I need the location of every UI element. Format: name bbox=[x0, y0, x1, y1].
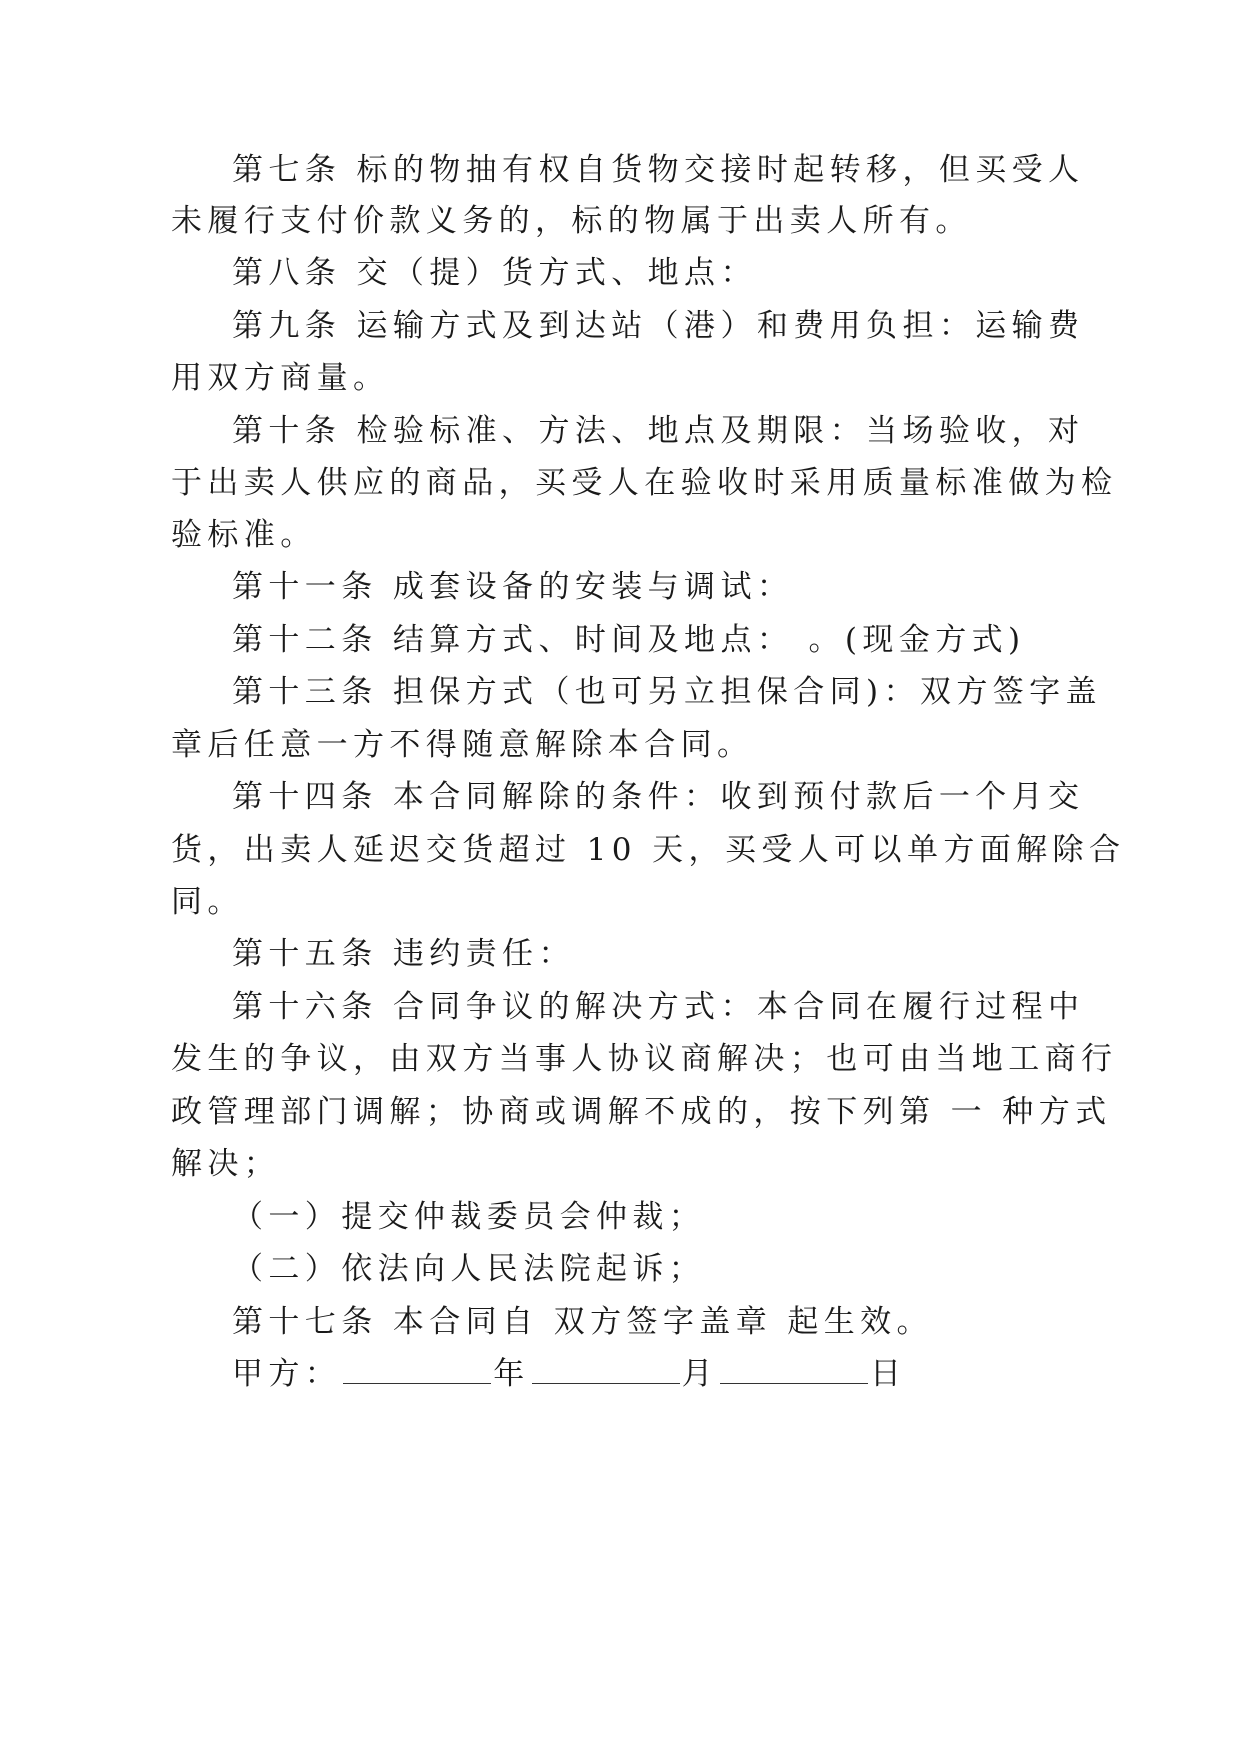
text-line-8: 验标准。 bbox=[171, 517, 317, 553]
text-line-9: 第十一条 成套设备的安装与调试： bbox=[232, 569, 794, 605]
text-line-2: 未履行支付价款义务的，标的物属于出卖人所有。 bbox=[171, 203, 972, 239]
text-line-4: 第九条 运输方式及到达站（港）和费用负担：运输费 bbox=[232, 308, 1085, 344]
text-line-23: 第十七条 本合同自 双方签字盖章 起生效。 bbox=[232, 1304, 933, 1340]
text-line-7: 于出卖人供应的商品，买受人在验收时采用质量标准做为检 bbox=[171, 465, 1118, 501]
text-line-3: 第八条 交（提）货方式、地点： bbox=[232, 255, 757, 291]
text-line-22: （二）依法向人民法院起诉； bbox=[232, 1251, 706, 1287]
text-line-10: 第十二条 结算方式、时间及地点： 。(现金方式) bbox=[232, 622, 1026, 658]
month-blank bbox=[532, 1359, 680, 1384]
text-line-16: 第十五条 违约责任： bbox=[232, 936, 575, 972]
text-line-15: 同。 bbox=[171, 884, 244, 920]
text-line-13: 第十四条 本合同解除的条件：收到预付款后一个月交 bbox=[232, 779, 1085, 815]
party-a-label: 甲方： bbox=[232, 1356, 342, 1392]
year-label: 年 bbox=[493, 1356, 530, 1392]
day-blank bbox=[720, 1359, 868, 1384]
text-line-1: 第七条 标的物抽有权自货物交接时起转移，但买受人 bbox=[232, 152, 1085, 188]
month-label: 月 bbox=[681, 1356, 719, 1392]
year-blank bbox=[343, 1359, 491, 1384]
text-line-20: 解决； bbox=[171, 1146, 281, 1182]
text-line-14: 货，出卖人延迟交货超过 10 天，买受人可以单方面解除合 bbox=[171, 832, 1126, 868]
text-line-12: 章后任意一方不得随意解除本合同。 bbox=[171, 727, 754, 763]
text-line-19: 政管理部门调解；协商或调解不成的，按下列第 一 种方式 bbox=[171, 1094, 1112, 1130]
text-line-6: 第十条 检验标准、方法、地点及期限：当场验收，对 bbox=[232, 413, 1085, 449]
text-line-21: （一）提交仲裁委员会仲裁； bbox=[232, 1199, 706, 1235]
signature-line bbox=[232, 1354, 906, 1394]
text-line-11: 第十三条 担保方式（也可另立担保合同)：双方签字盖 bbox=[232, 674, 1102, 710]
day-label: 日 bbox=[870, 1356, 907, 1392]
text-line-5: 用双方商量。 bbox=[171, 360, 390, 396]
text-line-17: 第十六条 合同争议的解决方式：本合同在履行过程中 bbox=[232, 989, 1085, 1025]
text-line-18: 发生的争议，由双方当事人协议商解决；也可由当地工商行 bbox=[171, 1041, 1118, 1077]
